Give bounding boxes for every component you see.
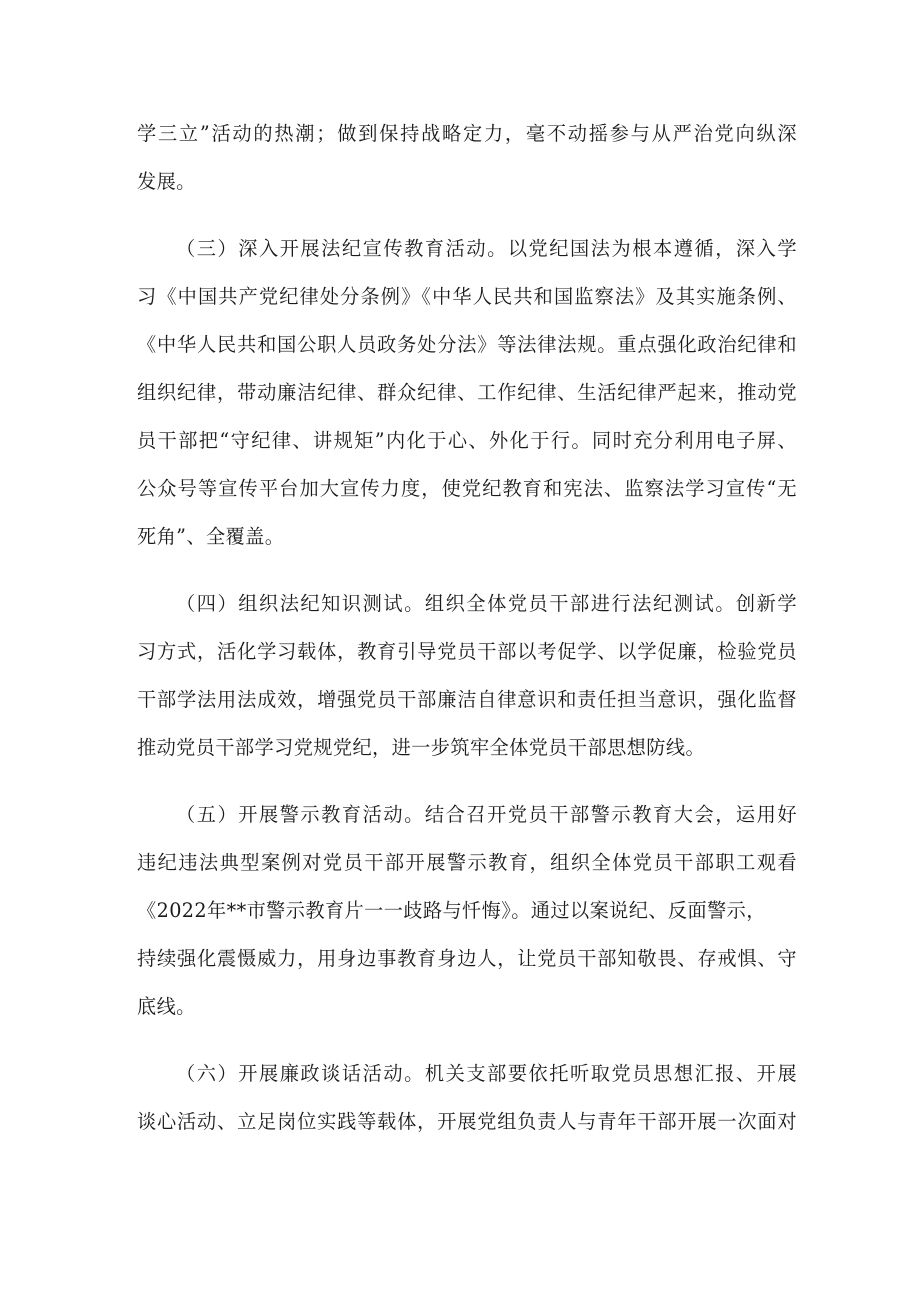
paragraph-line: 《中华人民共和国公职人员政务处分法》等法律法规。重点强化政治纪律和 [137, 333, 797, 356]
paragraph-line: 《2022年**市警示教育片一一歧路与忏悔》。通过以案说纪、反面警示， [137, 899, 766, 922]
paragraph-heading-line: （三）深入开展法纪宣传教育活动。以党纪国法为根本遵循，深入学 [176, 237, 797, 260]
paragraph-line: 公众号等宣传平台加大宣传力度，使党纪教育和宪法、监察法学习宣传“无 [137, 477, 797, 500]
paragraph-line: 违纪违法典型案例对党员干部开展警示教育，组织全体党员干部职工观看 [137, 851, 797, 874]
paragraph-line: 持续强化震慑威力，用身边事教育身边人，让党员干部知敬畏、存戒惧、守 [137, 947, 797, 970]
paragraph-line: 习方式，活化学习载体，教育引导党员干部以考促学、以学促廉，检验党员 [137, 640, 797, 663]
paragraph-line: 谈心活动、立足岗位实践等载体，开展党组负责人与青年干部开展一次面对 [137, 1110, 797, 1133]
paragraph-line: 推动党员干部学习党规党纪，进一步筑牢全体党员干部思想防线。 [137, 736, 706, 759]
paragraph-line: 发展。 [137, 170, 196, 193]
paragraph-heading-line: （六）开展廉政谈话活动。机关支部要依托听取党员思想汇报、开展 [176, 1062, 797, 1085]
paragraph-heading-line: （四）组织法纪知识测试。组织全体党员干部进行法纪测试。创新学 [176, 592, 797, 615]
paragraph-line: 死角”、全覆盖。 [137, 525, 285, 548]
paragraph-line: 组织纪律，带动廉洁纪律、群众纪律、工作纪律、生活纪律严起来，推动党 [137, 381, 797, 404]
paragraph-line: 员干部把“守纪律、讲规矩”内化于心、外化于行。同时充分利用电子屏、 [137, 429, 797, 452]
paragraph-line: 底线。 [137, 995, 196, 1018]
paragraph-heading-line: （五）开展警示教育活动。结合召开党员干部警示教育大会，运用好 [176, 803, 797, 826]
paragraph-line: 习《中国共产党纪律处分条例》《中华人民共和国监察法》及其实施条例、 [137, 285, 797, 308]
paragraph-line: 学三立”活动的热潮；做到保持战略定力，毫不动摇参与从严治党向纵深 [137, 122, 797, 145]
paragraph-line: 干部学法用法成效，增强党员干部廉洁自律意识和责任担当意识，强化监督 [137, 688, 797, 711]
